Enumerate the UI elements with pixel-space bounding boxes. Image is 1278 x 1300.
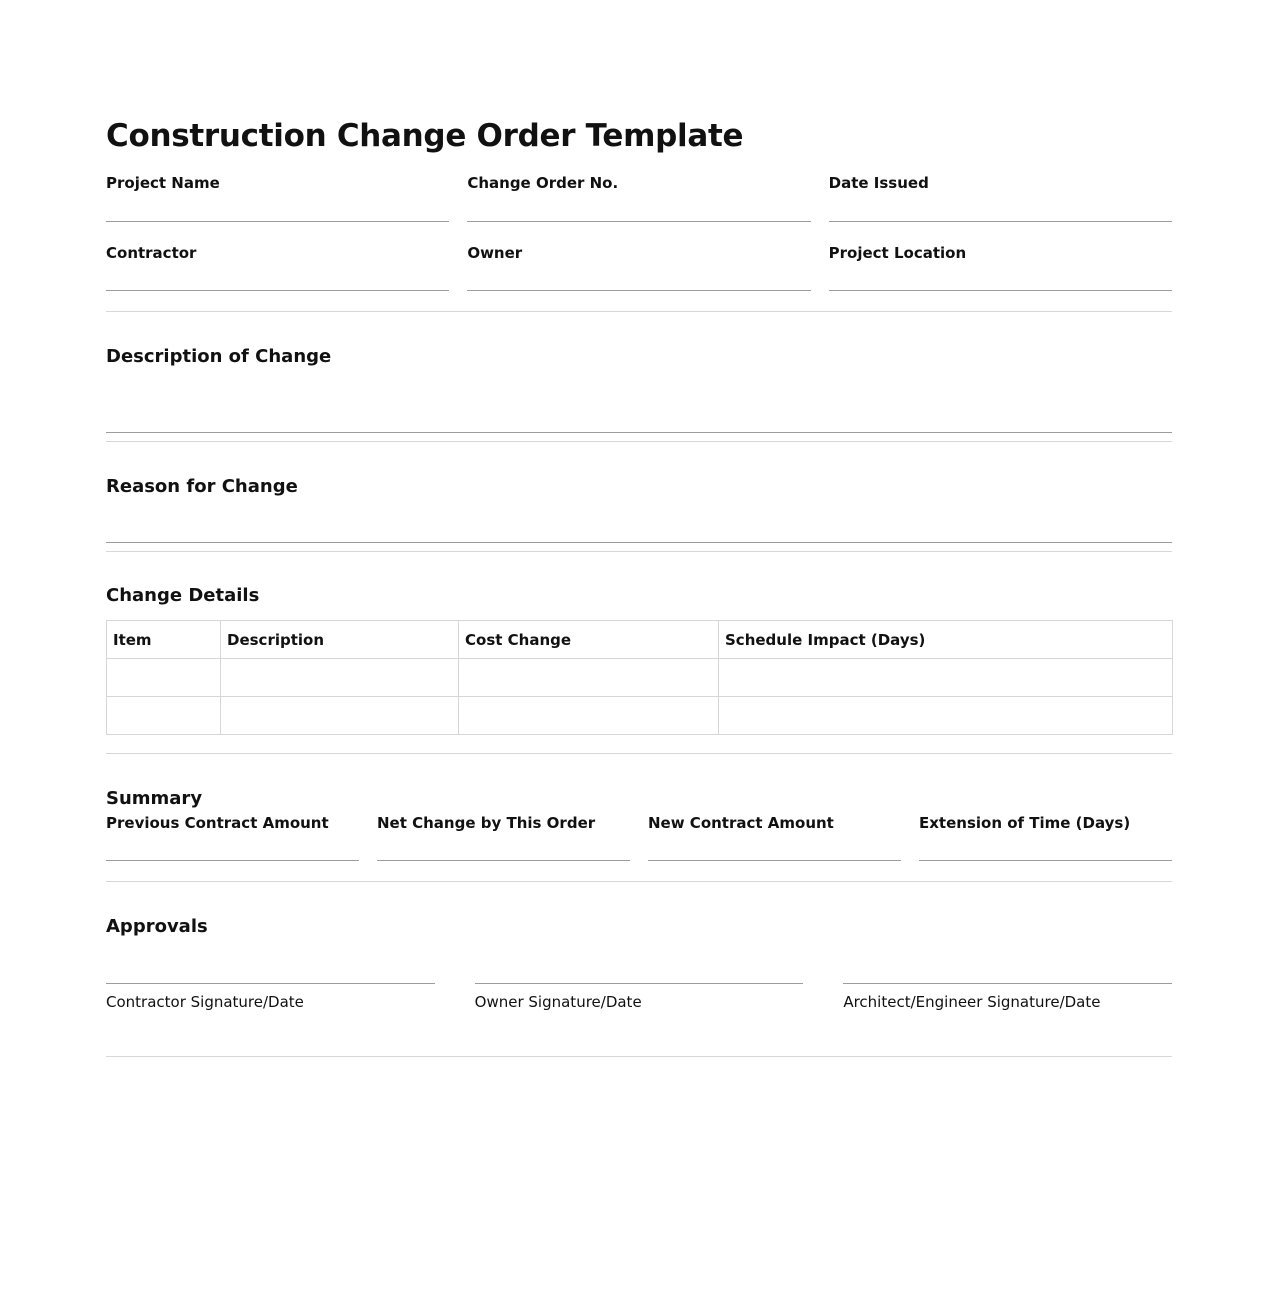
field-label: Contractor xyxy=(106,244,197,262)
reason-section-title: Reason for Change xyxy=(106,476,298,497)
project-location-input[interactable] xyxy=(829,262,1172,291)
project-location-field xyxy=(829,244,1172,291)
field-label: Project Location xyxy=(828,244,967,262)
owner-field xyxy=(467,244,810,291)
signature-label: Contractor Signature/Date xyxy=(106,993,304,1011)
project-name-input[interactable] xyxy=(106,192,449,222)
field-label: Net Change by This Order xyxy=(377,814,596,832)
column-header-item: Item xyxy=(107,621,221,659)
date-issued-field xyxy=(829,174,1172,222)
architect-engineer-signature-block xyxy=(843,939,1172,1011)
header-fields-row-2 xyxy=(106,244,1172,291)
approvals-section-title: Approvals xyxy=(106,916,208,937)
table-cell-cost-change[interactable] xyxy=(459,659,719,697)
column-header-description: Description xyxy=(221,621,459,659)
net-change-field xyxy=(377,814,630,861)
section-divider xyxy=(106,1056,1172,1057)
change-order-no-input[interactable] xyxy=(467,192,810,222)
change-order-form xyxy=(106,0,1172,1057)
contractor-signature-line[interactable] xyxy=(106,939,435,984)
field-label: Date Issued xyxy=(828,174,929,192)
table-row xyxy=(107,697,1173,735)
field-label: Extension of Time (Days) xyxy=(919,814,1131,832)
summary-section-title: Summary xyxy=(106,788,203,809)
signature-blocks xyxy=(106,939,1172,1011)
table-cell-description[interactable] xyxy=(221,659,459,697)
table-cell-item[interactable] xyxy=(107,659,221,697)
table-cell-schedule-impact[interactable] xyxy=(719,697,1173,735)
contractor-input[interactable] xyxy=(106,262,449,291)
date-issued-input[interactable] xyxy=(829,192,1172,222)
change-details-section-title: Change Details xyxy=(106,585,260,606)
architect-engineer-signature-line[interactable] xyxy=(843,939,1172,984)
page-title: Construction Change Order Template xyxy=(106,118,744,154)
owner-signature-block xyxy=(475,939,804,1011)
contractor-field xyxy=(106,244,449,291)
reason-input[interactable] xyxy=(106,498,1172,543)
column-header-schedule-impact: Schedule Impact (Days) xyxy=(719,621,1173,659)
column-header-cost-change: Cost Change xyxy=(459,621,719,659)
table-cell-item[interactable] xyxy=(107,697,221,735)
previous-contract-amount-field xyxy=(106,814,359,861)
table-header-row xyxy=(107,621,1173,659)
new-contract-amount-field xyxy=(648,814,901,861)
field-label: Project Name xyxy=(106,174,220,192)
previous-contract-amount-input[interactable] xyxy=(106,832,359,861)
field-label: Change Order No. xyxy=(467,174,619,192)
signature-label: Architect/Engineer Signature/Date xyxy=(843,993,1101,1011)
header-fields-row-1 xyxy=(106,174,1172,222)
change-order-no-field xyxy=(467,174,810,222)
new-contract-amount-input[interactable] xyxy=(648,832,901,861)
net-change-input[interactable] xyxy=(377,832,630,861)
section-divider xyxy=(106,441,1172,442)
table-cell-description[interactable] xyxy=(221,697,459,735)
field-label: Owner xyxy=(467,244,523,262)
extension-of-time-input[interactable] xyxy=(919,832,1172,861)
section-divider xyxy=(106,753,1172,754)
table-cell-cost-change[interactable] xyxy=(459,697,719,735)
change-details-table xyxy=(106,620,1173,735)
owner-signature-line[interactable] xyxy=(475,939,804,984)
summary-fields xyxy=(106,814,1172,861)
description-input[interactable] xyxy=(106,368,1172,433)
contractor-signature-block xyxy=(106,939,435,1011)
field-label: New Contract Amount xyxy=(648,814,834,832)
table-row xyxy=(107,659,1173,697)
project-name-field xyxy=(106,174,449,222)
signature-label: Owner Signature/Date xyxy=(474,993,642,1011)
description-section-title: Description of Change xyxy=(106,346,332,367)
owner-input[interactable] xyxy=(467,262,810,291)
table-cell-schedule-impact[interactable] xyxy=(719,659,1173,697)
section-divider xyxy=(106,311,1172,312)
field-label: Previous Contract Amount xyxy=(106,814,329,832)
extension-of-time-field xyxy=(919,814,1172,861)
section-divider xyxy=(106,551,1172,552)
section-divider xyxy=(106,881,1172,882)
